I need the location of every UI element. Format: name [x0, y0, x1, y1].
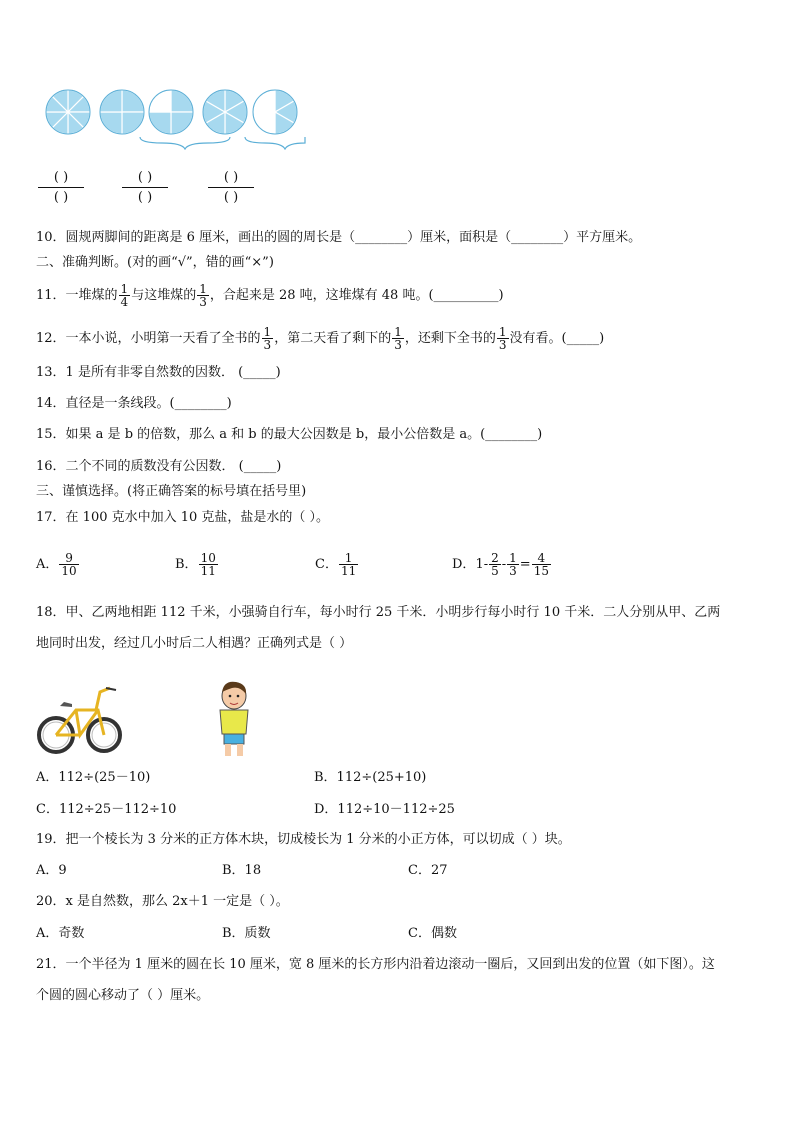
- option-b: B． $\frac{10}{11}$: [175, 551, 216, 578]
- q20-option-b: B．质数: [222, 926, 271, 941]
- question-12: 12．一本小说，小明第一天看了全书的 $\frac{1}{3}$ ，第二天看了剩下的 $\frac{1}{3}$ ，还剩下全书的 $\frac{1}{3}$ 没有看。(_____): [36, 325, 605, 352]
- question-18-line2: 地同时出发，经过几小时后二人相遇？正确列式是（ ）: [36, 636, 353, 651]
- fraction-circles-figure: [40, 85, 310, 150]
- q19-option-c: C．27: [408, 863, 448, 878]
- q18-option-d: D．112÷10－112÷25: [314, 802, 455, 817]
- q18-option-c: C．112÷25－112÷10: [36, 802, 177, 817]
- bicycle-illustration: [36, 680, 122, 758]
- blank-fraction-2: ( ) ( ): [122, 170, 168, 205]
- fraction: $\frac{1}{3}$: [263, 325, 272, 352]
- question-11: 11．一堆煤的 $\frac{1}{4}$ 与这堆煤的 $\frac{1}{3}$ ，合起来是 28 吨，这堆煤有 48 吨。(__________): [36, 282, 504, 309]
- option-c: C． $\frac{1}{11}$: [315, 551, 357, 578]
- q18-option-a: A．112÷(25－10): [36, 770, 151, 785]
- q20-option-a: A．奇数: [36, 926, 85, 941]
- fraction: $\frac{1}{4}$: [120, 282, 129, 309]
- blank-fraction-3: ( ) ( ): [208, 170, 254, 205]
- option-d: D．1- $\frac{2}{5}$ - $\frac{1}{3}$ = $\frac{4}{15}$: [452, 551, 549, 578]
- brace-right: [245, 137, 305, 149]
- fraction: $\frac{1}{3}$: [199, 282, 207, 309]
- section-2-heading: 二、准确判断。(对的画“√”，错的画“×”): [36, 255, 274, 270]
- brace-left: [140, 137, 230, 149]
- fraction: $\frac{1}{3}$: [394, 325, 402, 352]
- boy-illustration: [214, 678, 254, 758]
- question-21-line1: 21．一个半径为 1 厘米的圆在长 10 厘米，宽 8 厘米的长方形内沿着边滚动一圈后，又回到出发的位置（如下图）。这: [36, 957, 715, 972]
- pie-circle: [149, 90, 193, 134]
- option-a: A． $\frac{9}{10}$: [36, 551, 77, 578]
- section-3-heading: 三、谨慎选择。(将正确答案的标号填在括号里): [36, 484, 307, 499]
- pie-circle: [203, 90, 247, 134]
- question-17: 17．在 100 克水中加入 10 克盐，盐是水的（ ）。: [36, 510, 330, 525]
- question-21-line2: 个圆的圆心移动了（ ）厘米。: [36, 988, 210, 1003]
- fraction: $\frac{1}{3}$: [498, 325, 507, 352]
- q20-option-c: C．偶数: [408, 926, 457, 941]
- q18-option-b: B．112÷(25+10): [314, 770, 427, 785]
- question-19: 19．把一个棱长为 3 分米的正方体木块，切成棱长为 1 分米的小正方体，可以切成（ ）块。: [36, 832, 571, 847]
- question-16: 16．二个不同的质数没有公因数． (_____): [36, 459, 282, 474]
- blank-fraction-1: ( ) ( ): [38, 170, 84, 205]
- q19-option-a: A．9: [36, 863, 67, 878]
- pie-circle: [46, 90, 90, 134]
- question-13: 13．1 是所有非零自然数的因数． (_____): [36, 365, 281, 380]
- question-18-line1: 18．甲、乙两地相距 112 千米，小强骑自行车，每小时行 25 千米．小明步行每小时行 10 千米．二人分别从甲、乙两: [36, 605, 721, 620]
- question-14: 14．直径是一条线段。(________): [36, 396, 232, 411]
- pie-circle: [253, 90, 297, 134]
- pie-circle: [100, 90, 144, 134]
- question-20: 20．x 是自然数，那么 2x＋1 一定是（ ）。: [36, 894, 289, 909]
- q19-option-b: B．18: [222, 863, 262, 878]
- question-15: 15．如果 a 是 b 的倍数，那么 a 和 b 的最大公因数是 b，最小公倍数是 a。(________): [36, 427, 543, 442]
- question-10: 10．圆规两脚间的距离是 6 厘米，画出的圆的周长是（________）厘米，面积是（________）平方厘米。: [36, 230, 642, 245]
